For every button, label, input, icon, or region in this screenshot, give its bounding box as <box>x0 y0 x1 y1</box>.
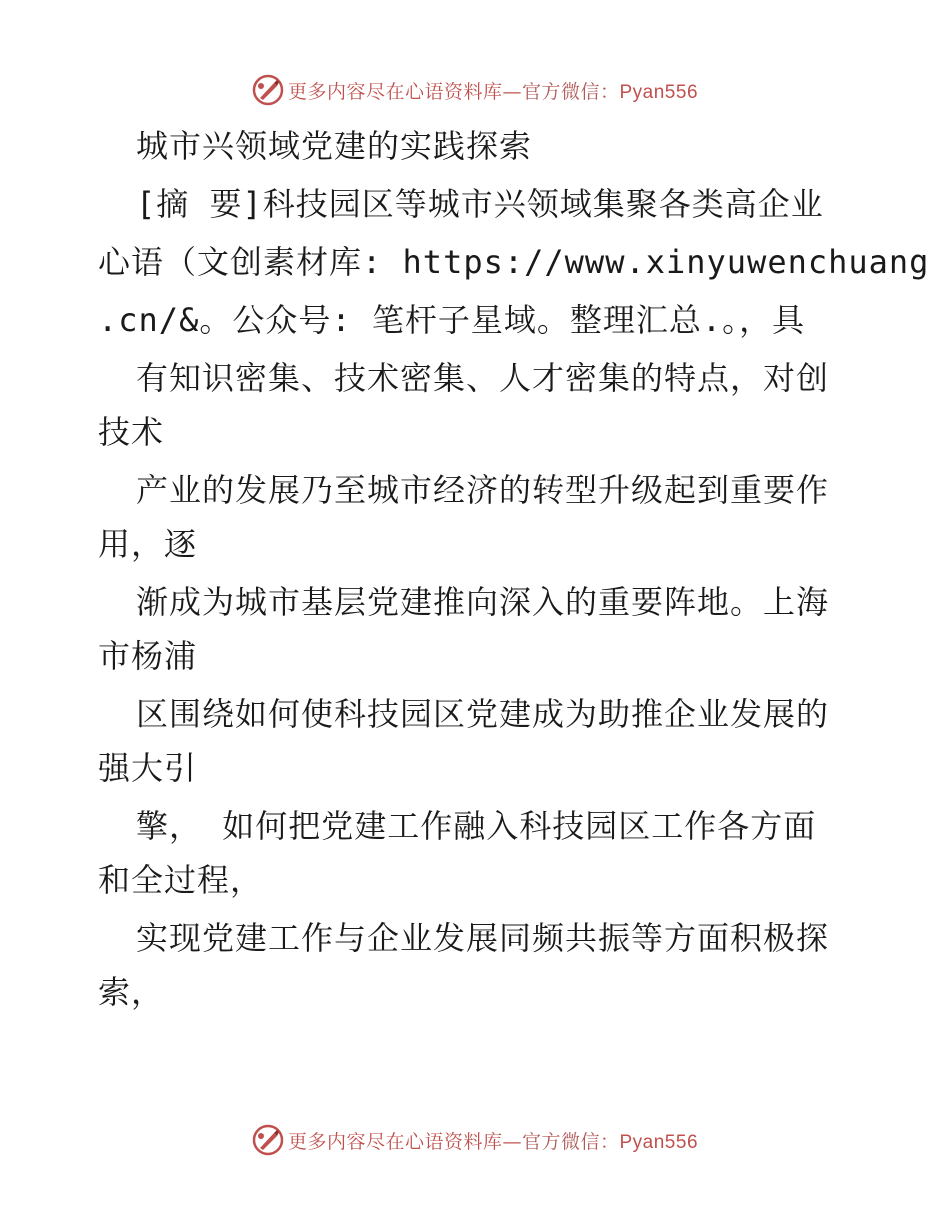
document-body <box>98 122 930 1026</box>
paragraph-line: 产业的发展乃至城市经济的转型升级起到重要作 <box>136 471 830 509</box>
quill-pen-logo-icon <box>252 74 284 106</box>
banner-text: 更多内容尽在心语资料库—官方微信：Pyan556 <box>287 1130 699 1153</box>
quill-pen-logo-icon <box>252 1124 284 1156</box>
paragraph-line: 擎， 如何把党建工作融入科技园区工作各方面 <box>136 807 817 845</box>
paragraph-line: 区围绕如何使科技园区党建成为助推企业发展的 <box>136 695 830 733</box>
paragraph-line: [摘 要]科技园区等城市兴领域集聚各类高企业 <box>136 185 824 223</box>
paragraph-line: 心语（文创素材库: https://www.xinyuwenchuang <box>98 243 930 281</box>
paragraph-line: 实现党建工作与企业发展同频共振等方面积极探 <box>136 919 830 957</box>
paragraph-line: 和全过程， <box>98 861 264 899</box>
paragraph-line: 技术 <box>98 413 165 451</box>
paragraph-line: 索， <box>98 973 165 1011</box>
paragraph-line: 强大引 <box>98 749 198 787</box>
paragraph-line: 市杨浦 <box>98 637 198 675</box>
paragraph-line: .cn/&。公众号: 笔杆子星域。整理汇总.。，具 <box>98 301 806 339</box>
paragraph-line: 有知识密集、技术密集、人才密集的特点，对创 <box>136 359 830 397</box>
paragraph-line: 用，逐 <box>98 525 198 563</box>
banner-text: 更多内容尽在心语资料库—官方微信：Pyan556 <box>287 80 699 103</box>
footer-watermark-banner <box>0 1120 950 1160</box>
document-title: 城市兴领域党建的实践探索 <box>136 127 533 165</box>
paragraph-line: 渐成为城市基层党建推向深入的重要阵地。上海 <box>136 583 830 621</box>
header-watermark-banner <box>0 70 950 110</box>
